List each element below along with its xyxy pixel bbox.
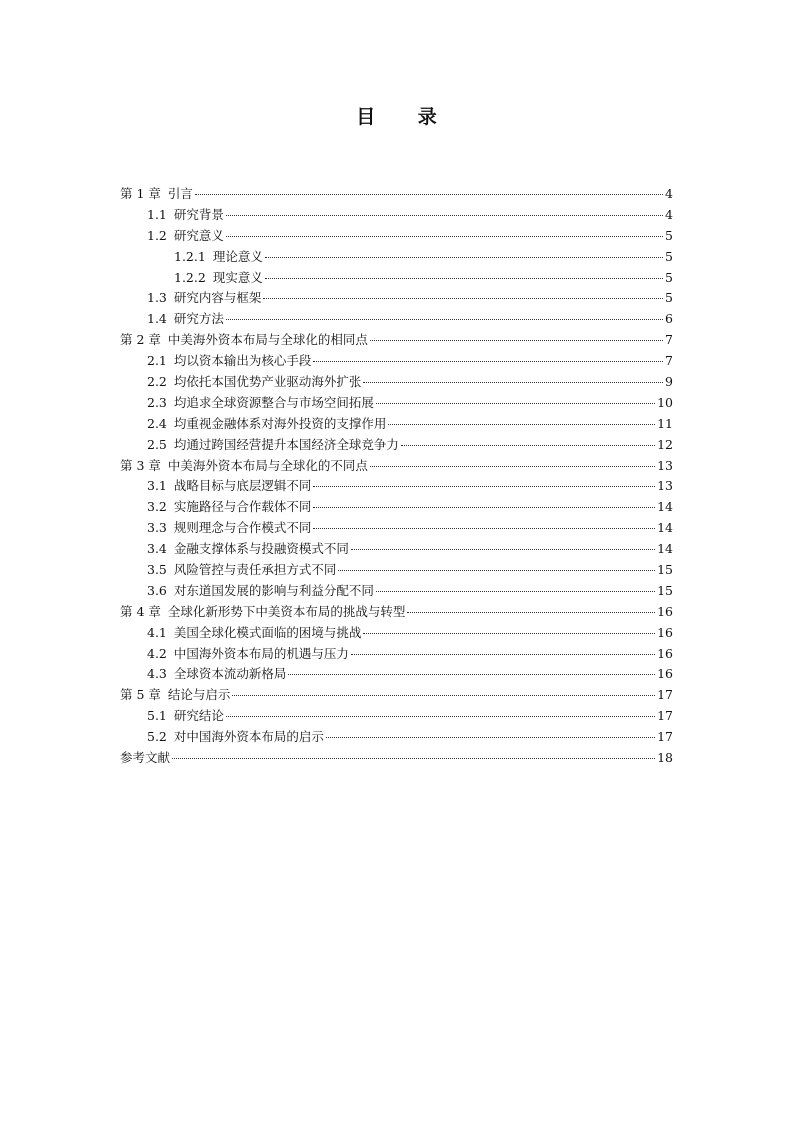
- dot-leader: [265, 268, 663, 279]
- dot-leader: [363, 623, 655, 634]
- toc-entry-text: 研究意义: [173, 227, 224, 243]
- toc-entry[interactable]: [120, 727, 673, 748]
- toc-entry[interactable]: [120, 518, 673, 539]
- toc-entry-page: 15: [657, 562, 673, 578]
- toc-entry-label: [120, 456, 368, 477]
- toc-entry-label: [174, 268, 263, 289]
- toc-entry-text: 美国全球化模式面临的困境与挑战: [173, 624, 362, 640]
- toc-entry-text: 研究背景: [173, 206, 224, 222]
- toc-entry-text: 对东道国发展的影响与利益分配不同: [173, 582, 374, 598]
- toc-entry-page: 9: [665, 374, 673, 390]
- toc-entry-page: 13: [657, 457, 673, 473]
- toc-entry-number: 1.2: [147, 227, 167, 243]
- toc-entry-text: 战略目标与底层逻辑不同: [173, 478, 312, 494]
- toc-entry-label: [120, 330, 368, 351]
- toc-entry-label: [120, 685, 230, 706]
- toc-entry-text: 全球资本流动新格局: [173, 666, 287, 682]
- dot-leader: [351, 539, 655, 550]
- toc-entry-label: [174, 247, 263, 268]
- toc-entry-page: 15: [657, 582, 673, 598]
- toc-entry-page: 16: [657, 603, 673, 619]
- toc-entry-label: [147, 497, 311, 518]
- toc-entry-label: [147, 414, 386, 435]
- toc-entry-number: 3.4: [147, 541, 167, 557]
- toc-entry[interactable]: [120, 685, 673, 706]
- dot-leader: [388, 414, 655, 425]
- toc-entry-number: 3.6: [147, 582, 167, 598]
- toc-entry-text: 对中国海外资本布局的启示: [173, 729, 324, 745]
- toc-entry-page: 16: [657, 645, 673, 661]
- toc-entry-text: 全球化新形势下中美资本布局的挑战与转型: [167, 603, 406, 619]
- dot-leader: [351, 644, 655, 655]
- toc-entry-number: 1.3: [147, 290, 167, 306]
- toc-entry[interactable]: [120, 372, 673, 393]
- toc-entry[interactable]: [120, 414, 673, 435]
- dot-leader: [363, 372, 663, 383]
- toc-entry-page: 16: [657, 666, 673, 682]
- toc-entry-label: [147, 560, 336, 581]
- toc-entry[interactable]: [120, 393, 673, 414]
- toc-entry-number: 2.5: [147, 436, 167, 452]
- dot-leader: [265, 247, 663, 258]
- dot-leader: [226, 226, 663, 237]
- toc-entry[interactable]: [120, 247, 673, 268]
- toc-entry-label: [147, 226, 224, 247]
- toc-entry-number: 3.3: [147, 520, 167, 536]
- toc-entry-page: 16: [657, 624, 673, 640]
- toc-entry-number: 2.3: [147, 394, 167, 410]
- toc-entry-number: 1.1: [147, 206, 167, 222]
- toc-entry-label: [147, 309, 224, 330]
- toc-entry-page: 17: [657, 729, 673, 745]
- dot-leader: [376, 581, 655, 592]
- toc-entry-label: [147, 539, 349, 560]
- toc-entry-text: 研究内容与框架: [173, 290, 262, 306]
- toc-entry-text: 均通过跨国经营提升本国经济全球竞争力: [173, 436, 399, 452]
- toc-entry-number: 第 4 章: [120, 603, 161, 619]
- toc-entry[interactable]: [120, 309, 673, 330]
- toc-entry-number: 第 1 章: [120, 186, 161, 201]
- dot-leader: [172, 748, 655, 759]
- toc-entry-label: [147, 581, 374, 602]
- dot-leader: [226, 706, 655, 717]
- toc-entry[interactable]: [120, 706, 673, 727]
- toc-entry-text: 参考文献: [120, 750, 171, 766]
- toc-entry[interactable]: [120, 644, 673, 665]
- dot-leader: [313, 351, 663, 362]
- toc-entry-label: [147, 644, 349, 665]
- toc-entry-label: [147, 205, 224, 226]
- toc-entry-label: [147, 476, 311, 497]
- toc-entry-text: 风险管控与责任承担方式不同: [173, 562, 337, 578]
- toc-entry-number: 2.1: [147, 353, 167, 369]
- toc-entry-label: [147, 664, 286, 685]
- toc-entry-number: 1.4: [147, 311, 167, 327]
- toc-entry-page: 10: [657, 394, 673, 410]
- toc-entry[interactable]: [120, 435, 673, 456]
- dot-leader: [313, 497, 655, 508]
- toc-entry[interactable]: [120, 226, 673, 247]
- toc-entry[interactable]: [120, 288, 673, 309]
- dot-leader: [370, 456, 655, 467]
- dot-leader: [226, 205, 663, 216]
- toc-entry-text: 均追求全球资源整合与市场空间拓展: [173, 394, 374, 410]
- toc-entry-page: 14: [657, 520, 673, 536]
- toc-entry-text: 中国海外资本布局的机遇与压力: [173, 645, 349, 661]
- toc-entry-number: 3.5: [147, 562, 167, 578]
- page-title: 目 录: [356, 106, 455, 128]
- toc-entry[interactable]: [120, 330, 673, 351]
- toc-entry-number: 第 3 章: [120, 457, 161, 473]
- toc-entry[interactable]: [120, 623, 673, 644]
- toc-entry-text: 均以资本输出为核心手段: [173, 353, 312, 369]
- toc-entry[interactable]: [120, 497, 673, 518]
- toc-entry-page: 5: [665, 248, 673, 264]
- toc-entry-label: [147, 706, 224, 727]
- toc-entry[interactable]: [120, 560, 673, 581]
- toc-entry-number: 第 2 章: [120, 332, 161, 348]
- toc-entry-page: 7: [665, 353, 673, 369]
- toc-entry[interactable]: [120, 748, 673, 769]
- toc-entry-text: 研究结论: [173, 708, 224, 724]
- toc-entry[interactable]: [120, 581, 673, 602]
- dot-leader: [313, 518, 655, 529]
- toc-entry-label: [120, 602, 405, 623]
- toc-entry-page: 14: [657, 499, 673, 515]
- toc-entry[interactable]: [120, 351, 673, 372]
- toc-entry-page: 6: [665, 311, 673, 327]
- dot-leader: [195, 184, 663, 195]
- table-of-contents: [120, 184, 673, 769]
- toc-entry-page: 4: [665, 206, 673, 222]
- toc-entry-text: 中美海外资本布局与全球化的相同点: [167, 332, 368, 348]
- toc-entry[interactable]: [120, 268, 673, 289]
- toc-entry-text: 实施路径与合作载体不同: [173, 499, 312, 515]
- dot-leader: [313, 476, 655, 487]
- dot-leader: [401, 435, 655, 446]
- toc-entry-page: 5: [665, 269, 673, 285]
- dot-leader: [370, 330, 663, 341]
- toc-entry-text: 均依托本国优势产业驱动海外扩张: [173, 374, 362, 390]
- toc-entry-text: 中美海外资本布局与全球化的不同点: [167, 457, 368, 473]
- toc-entry-label: [147, 372, 361, 393]
- toc-entry-text: 结论与启示: [167, 687, 231, 703]
- toc-entry-label: [147, 435, 399, 456]
- toc-entry-page: 17: [657, 687, 673, 703]
- toc-entry-number: 1.2.1: [174, 248, 206, 264]
- toc-entry-page: 13: [657, 478, 673, 494]
- toc-entry-label: [120, 184, 193, 205]
- dot-leader: [232, 685, 655, 696]
- toc-entry-label: [147, 518, 311, 539]
- toc-entry[interactable]: [120, 539, 673, 560]
- dot-leader: [376, 393, 655, 404]
- toc-entry-number: 2.4: [147, 415, 167, 431]
- toc-entry-number: 5.1: [147, 708, 167, 724]
- dot-leader: [338, 560, 655, 571]
- toc-entry[interactable]: [120, 602, 673, 623]
- toc-entry-number: 4.1: [147, 624, 167, 640]
- toc-entry-label: [147, 623, 361, 644]
- toc-entry-page: 14: [657, 541, 673, 557]
- dot-leader: [263, 288, 663, 299]
- toc-entry-text: 均重视金融体系对海外投资的支撑作用: [173, 415, 387, 431]
- toc-entry[interactable]: [120, 456, 673, 477]
- toc-entry-page: 5: [665, 290, 673, 306]
- dot-leader: [326, 727, 655, 738]
- toc-entry[interactable]: [120, 205, 673, 226]
- toc-entry-page: 11: [657, 415, 673, 431]
- toc-entry-page: 18: [657, 750, 673, 766]
- dot-leader: [226, 309, 663, 320]
- toc-entry-number: 2.2: [147, 374, 167, 390]
- toc-entry-page: 5: [665, 227, 673, 243]
- toc-entry-label: [120, 748, 170, 769]
- toc-entry-text: 引言: [167, 186, 193, 201]
- toc-entry-page: 17: [657, 708, 673, 724]
- toc-entry-text: 研究方法: [173, 311, 224, 327]
- toc-entry-number: 3.1: [147, 478, 167, 494]
- toc-entry-page: 4: [665, 186, 673, 201]
- dot-leader: [288, 664, 655, 675]
- toc-entry-number: 第 5 章: [120, 687, 161, 703]
- dot-leader: [407, 602, 655, 613]
- toc-entry-number: 4.2: [147, 645, 167, 661]
- toc-entry-number: 4.3: [147, 666, 167, 682]
- toc-entry-label: [147, 351, 311, 372]
- toc-entry-text: 规则理念与合作模式不同: [173, 520, 312, 536]
- toc-entry-label: [147, 288, 261, 309]
- toc-entry-page: 12: [657, 436, 673, 452]
- toc-entry-number: 1.2.2: [174, 269, 206, 285]
- toc-entry-page: 7: [665, 332, 673, 348]
- toc-entry[interactable]: [120, 184, 673, 205]
- toc-entry-number: 3.2: [147, 499, 167, 515]
- toc-entry-label: [147, 393, 374, 414]
- toc-entry-text: 现实意义: [212, 269, 263, 285]
- toc-entry-text: 理论意义: [212, 248, 263, 264]
- toc-entry-label: [147, 727, 324, 748]
- toc-entry-number: 5.2: [147, 729, 167, 745]
- toc-entry[interactable]: [120, 476, 673, 497]
- toc-entry[interactable]: [120, 664, 673, 685]
- toc-entry-text: 金融支撑体系与投融资模式不同: [173, 541, 349, 557]
